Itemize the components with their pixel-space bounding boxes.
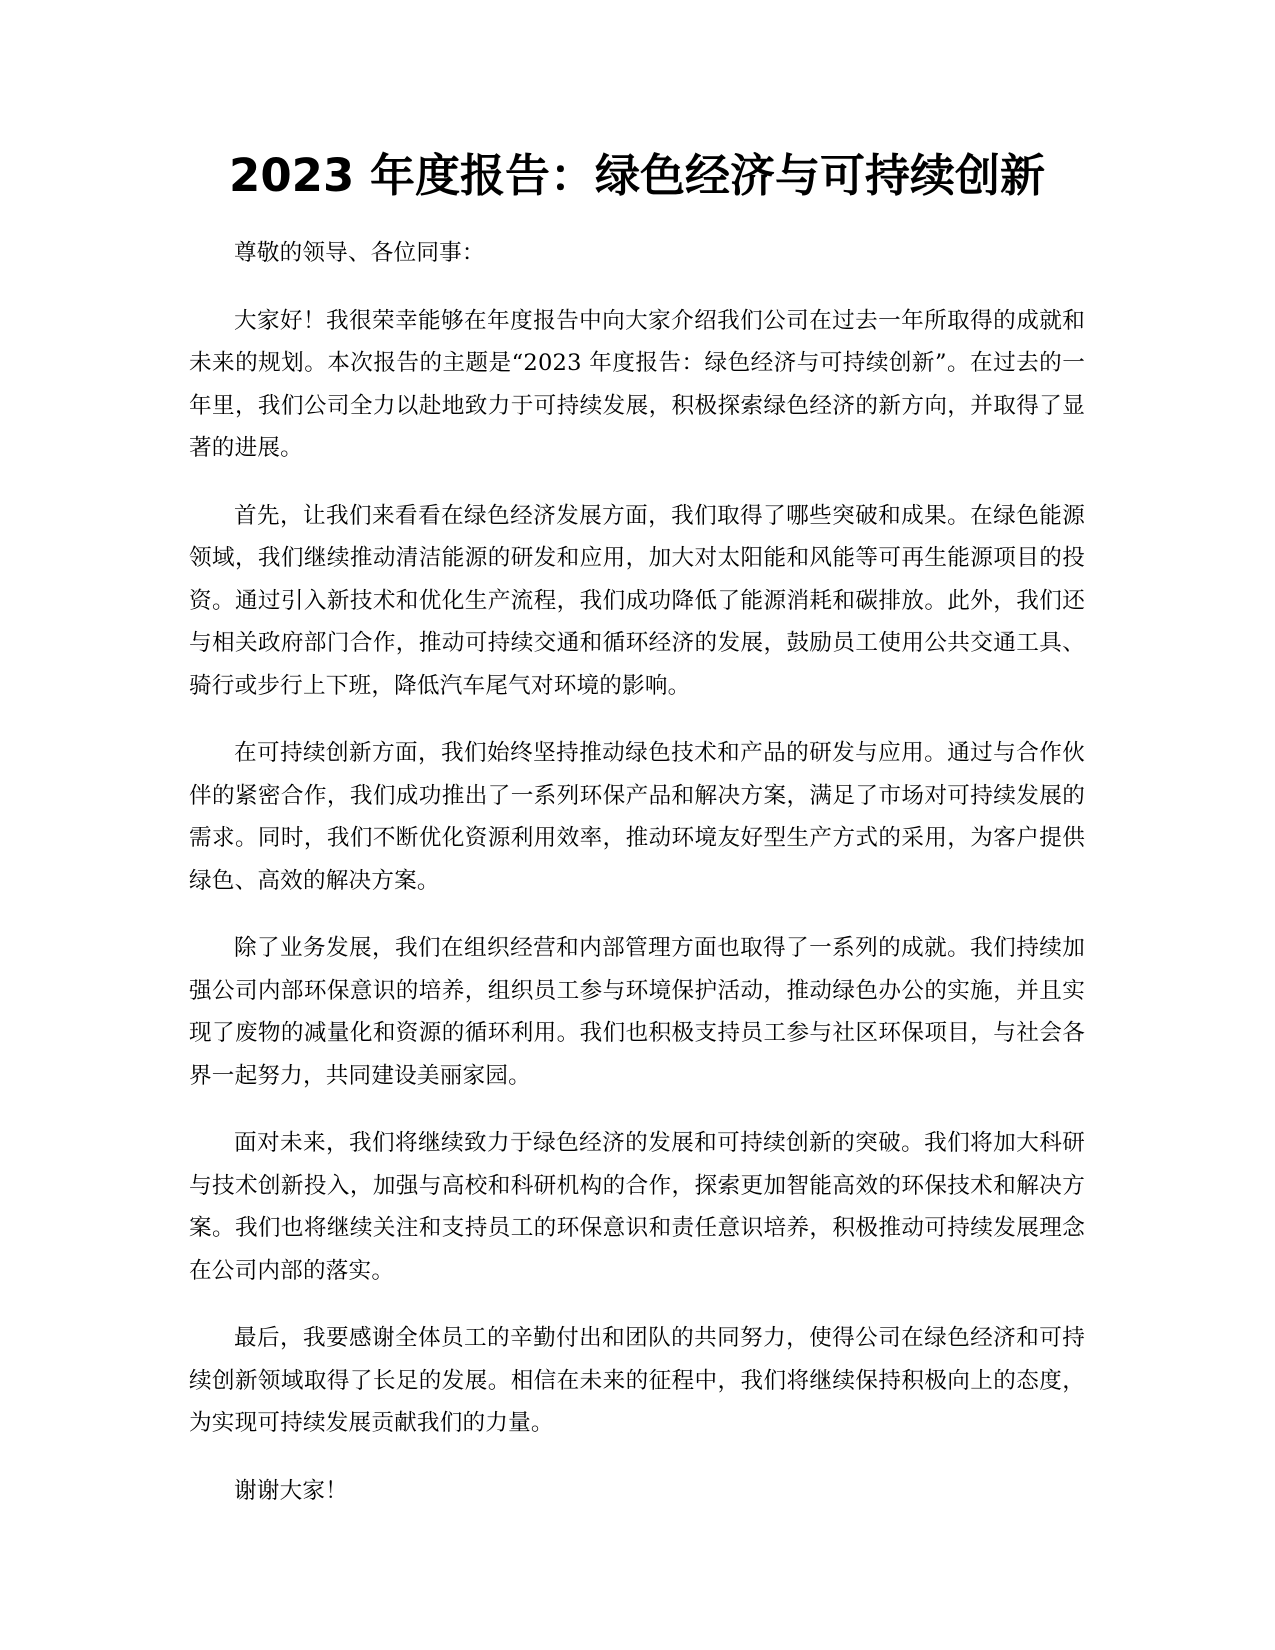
closing: 谢谢大家！ [234,1477,348,1504]
paragraph-green-economy: 首先，让我们来看看在绿色经济发展方面，我们取得了哪些突破和成果。在绿色能源领域，我们继续推动清洁能源的研发和应用，加大对太阳能和风能等可再生能源项目的投资。通过引入新技术和优化生产流程，我们成功降低了能源消耗和碳排放。此外，我们还与相关政府部门合作，推动可持续交通和循环经济的发展，鼓励员工使用公共交通工具、骑行或步行上下班，降低汽车尾气对环境的影响。 [189,502,1085,699]
paragraph-future: 面对未来，我们将继续致力于绿色经济的发展和可持续创新的突破。我们将加大科研与技术创新投入，加强与高校和科研机构的合作，探索更加智能高效的环保技术和解决方案。我们也将继续关注和支持员工的环保意识和责任意识培养，积极推动可持续发展理念在公司内部的落实。 [189,1130,1085,1284]
paragraph-intro: 大家好！我很荣幸能够在年度报告中向大家介绍我们公司在过去一年所取得的成就和未来的规划。本次报告的主题是“2023 年度报告：绿色经济与可持续创新”。在过去的一年里，我们公司全力以赴地致力于可持续发展，积极探索绿色经济的新方向，并取得了显著的进展。 [189,307,1085,461]
paragraph-sustainable-innovation: 在可持续创新方面，我们始终坚持推动绿色技术和产品的研发与应用。通过与合作伙伴的紧密合作，我们成功推出了一系列环保产品和解决方案，满足了市场对可持续发展的需求。同时，我们不断优化资源利用效率，推动环境友好型生产方式的采用，为客户提供绿色、高效的解决方案。 [189,740,1085,894]
greeting: 尊敬的领导、各位同事： [234,240,485,266]
paragraph-internal-management: 除了业务发展，我们在组织经营和内部管理方面也取得了一系列的成就。我们持续加强公司内部环保意识的培养，组织员工参与环境保护活动，推动绿色办公的实施，并且实现了废物的减量化和资源的循环利用。我们也积极支持员工参与社区环保项目，与社会各界一起努力，共同建设美丽家园。 [189,935,1085,1089]
document-title: 2023 年度报告：绿色经济与可持续创新 [229,149,1045,202]
paragraph-thanks: 最后，我要感谢全体员工的辛勤付出和团队的共同努力，使得公司在绿色经济和可持续创新领域取得了长足的发展。相信在未来的征程中，我们将继续保持积极向上的态度，为实现可持续发展贡献我们的力量。 [189,1325,1085,1436]
